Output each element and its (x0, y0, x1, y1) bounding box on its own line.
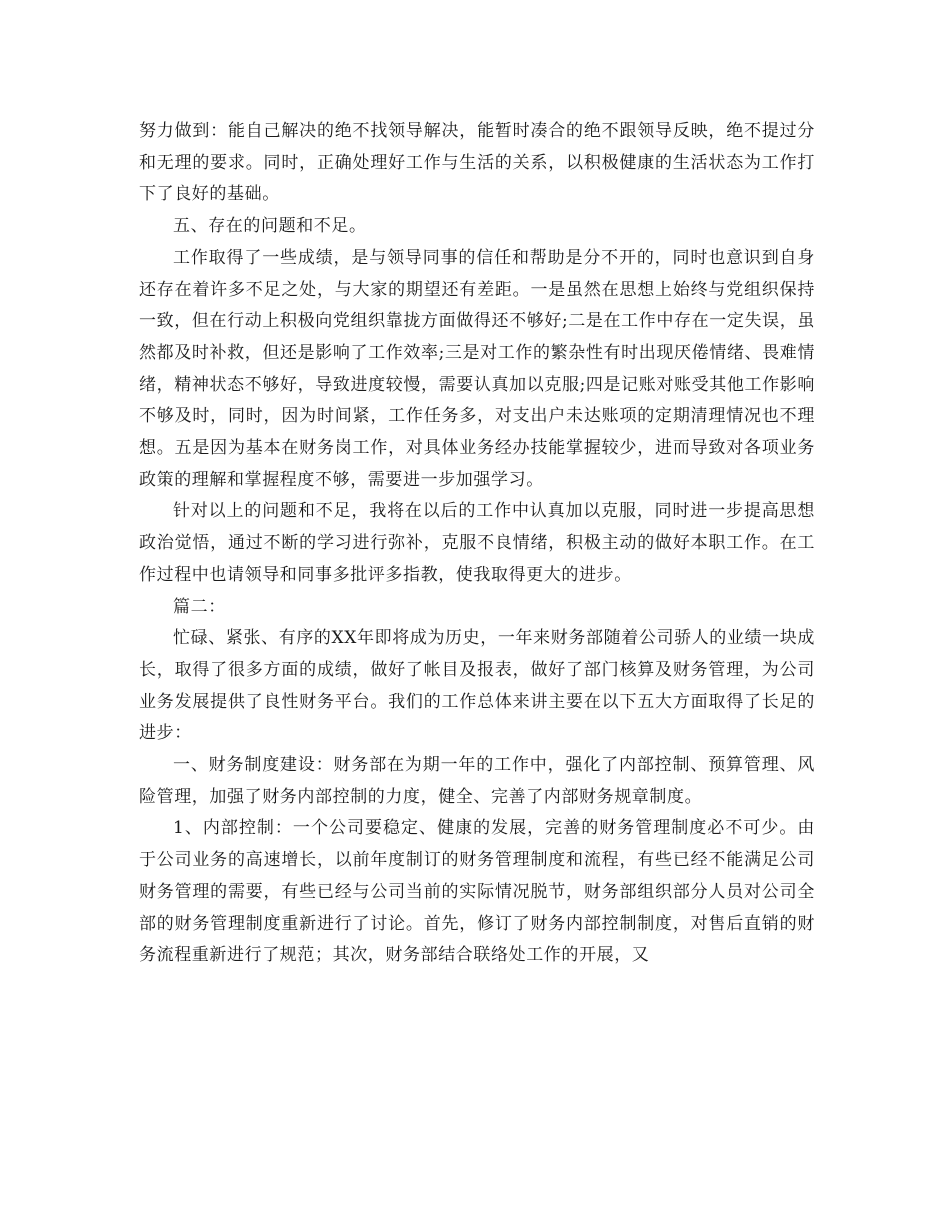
paragraph: 针对以上的问题和不足，我将在以后的工作中认真加以克服，同时进一步提高思想政治觉悟，通过不断的学习进行弥补，克服不良情绪，积极主动的做好本职工作。在工作过程中也请领导和同事多批评多指教，使我取得更大的进步。 (139, 501, 815, 585)
section-heading-part-two: 篇二： (173, 596, 226, 617)
paragraph: 努力做到：能自己解决的绝不找领导解决，能暂时凑合的绝不跟领导反映，绝不提过分和无理的要求。同时，正确处理好工作与生活的关系，以积极健康的生活状态为工作打下了良好的基础。 (139, 121, 815, 205)
paragraph: 忙碌、紧张、有序的XX年即将成为历史，一年来财务部随着公司骄人的业绩一块成长，取得了很多方面的成绩，做好了帐目及报表，做好了部门核算及财务管理，为公司业务发展提供了良性财务平台。我们的工作总体来讲主要在以下五大方面取得了长足的进步： (139, 628, 815, 744)
document-body (139, 116, 815, 972)
paragraph: 一、财务制度建设：财务部在为期一年的工作中，强化了内部控制、预算管理、风险管理，加强了财务内部控制的力度，健全、完善了内部财务规章制度。 (139, 755, 815, 807)
paragraph: 1、内部控制：一个公司要稳定、健康的发展，完善的财务管理制度必不可少。由于公司业务的高速增长，以前年度制订的财务管理制度和流程，有些已经不能满足公司财务管理的需要，有些已经与公司当前的实际情况脱节，财务部组织部分人员对公司全部的财务管理制度重新进行了讨论。首先，修订了财务内部控制制度，对售后直销的财务流程重新进行了规范；其次，财务部结合联络处工作的开展，又 (139, 818, 815, 966)
section-heading-problems: 五、存在的问题和不足。 (173, 216, 367, 237)
paragraph: 工作取得了一些成绩，是与领导同事的信任和帮助是分不开的，同时也意识到自身还存在着许多不足之处，与大家的期望还有差距。一是虽然在思想上始终与党组织保持一致，但在行动上积极向党组织靠拢方面做得还不够好;二是在工作中存在一定失误，虽然都及时补救，但还是影响了工作效率;三是对工作的繁杂性有时出现厌倦情绪、畏难情绪，精神状态不够好，导致进度较慢，需要认真加以克服;四是记账对账受其他工作影响不够及时，同时，因为时间紧，工作任务多，对支出户未达账项的定期清理情况也不理想。五是因为基本在财务岗工作，对具体业务经办技能掌握较少，进而导致对各项业务政策的理解和掌握程度不够，需要进一步加强学习。 (139, 247, 815, 490)
